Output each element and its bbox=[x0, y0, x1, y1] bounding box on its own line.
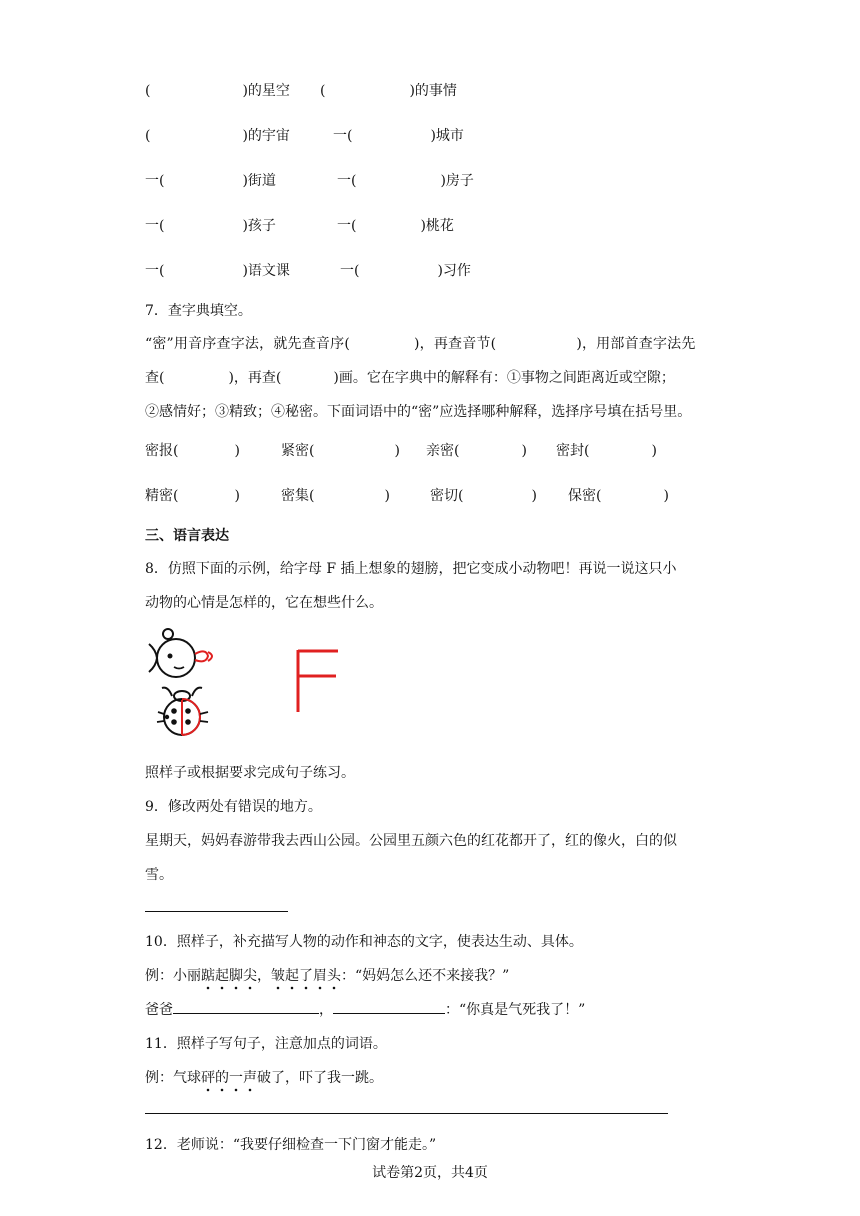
q7-word: 密切( ) bbox=[430, 488, 537, 504]
q8-line1: 8．仿照下面的示例，给字母 F 插上想象的翅膀，把它变成小动物吧！再说一说这只小 bbox=[145, 561, 677, 577]
q7-line3: ②感情好；③精致；④秘密。下面词语中的“密”应选择哪种解释，选择序号填在括号里。 bbox=[145, 404, 692, 420]
q10-example: 例：小丽踮起脚尖，皱起了眉头：“妈妈怎么还不来接我？” bbox=[145, 965, 509, 985]
fish-doodle-icon bbox=[146, 628, 220, 680]
letter-f-drawing bbox=[292, 648, 342, 714]
q6-item: 一( )习作 bbox=[340, 263, 471, 279]
q7-word: 密集( ) bbox=[281, 488, 390, 504]
q7-line2: 查( )，再查( )画。它在字典中的解释有：①事物之间距离近或空隙； bbox=[145, 370, 675, 386]
q7-title: 7．查字典填空。 bbox=[145, 303, 252, 319]
q11-title: 11．照样子写句子，注意加点的词语。 bbox=[145, 1036, 387, 1052]
q11-example: 例：气球砰的一声破了，吓了我一跳。 bbox=[145, 1067, 383, 1087]
q8-line2: 动物的心情是怎样的，它在想些什么。 bbox=[145, 595, 383, 611]
q7-word: 紧密( ) bbox=[281, 443, 400, 459]
answer-line[interactable] bbox=[145, 911, 288, 912]
q7-word: 密报( ) bbox=[145, 443, 240, 459]
ladybug-doodle-icon bbox=[152, 684, 214, 740]
dotted-phrase: 皱起了眉头 bbox=[271, 968, 341, 991]
q6-item: 一( )桃花 bbox=[337, 218, 454, 234]
section-heading: 三、语言表达 bbox=[145, 528, 229, 544]
q7-word: 密封( ) bbox=[556, 443, 657, 459]
q6-item: 一( )语文课 bbox=[145, 263, 290, 279]
answer-line[interactable] bbox=[145, 1113, 668, 1114]
dotted-phrase: 砰的一声 bbox=[201, 1070, 257, 1093]
q6-item: 一( )孩子 bbox=[145, 218, 276, 234]
q7-word: 保密( ) bbox=[568, 488, 669, 504]
q6-item: 一( )房子 bbox=[337, 173, 474, 189]
q6-item: ( )的星空 bbox=[145, 83, 290, 99]
q6-item: ( )的宇宙 bbox=[145, 128, 290, 144]
q7-word: 精密( ) bbox=[145, 488, 240, 504]
instruction-text: 照样子或根据要求完成句子练习。 bbox=[145, 765, 355, 781]
q7-line1: “密”用音序查字法，就先查音序( )，再查音节( )，用部首查字法先 bbox=[145, 336, 696, 352]
answer-blank[interactable] bbox=[333, 999, 445, 1014]
q9-line2: 雪。 bbox=[145, 867, 173, 883]
q10-answer: 爸爸 ， ：“你真是气死我了！” bbox=[145, 999, 585, 1019]
q9-line1: 星期天，妈妈春游带我去西山公园。公园里五颜六色的红花都开了，红的像火，白的似 bbox=[145, 833, 677, 849]
page-footer: 试卷第2页，共4页 bbox=[372, 1165, 488, 1181]
q6-item: 一( )街道 bbox=[145, 173, 276, 189]
dotted-phrase: 踮起脚尖 bbox=[201, 968, 257, 991]
q10-title: 10．照样子，补充描写人物的动作和神态的文字，使表达生动、具体。 bbox=[145, 934, 583, 950]
q6-item: ( )的事情 bbox=[320, 83, 457, 99]
q6-item: 一( )城市 bbox=[333, 128, 464, 144]
answer-blank[interactable] bbox=[173, 999, 319, 1014]
q7-word: 亲密( ) bbox=[426, 443, 527, 459]
q9-title: 9．修改两处有错误的地方。 bbox=[145, 799, 322, 815]
q12-title: 12．老师说：“我要仔细检查一下门窗才能走。” bbox=[145, 1137, 437, 1153]
